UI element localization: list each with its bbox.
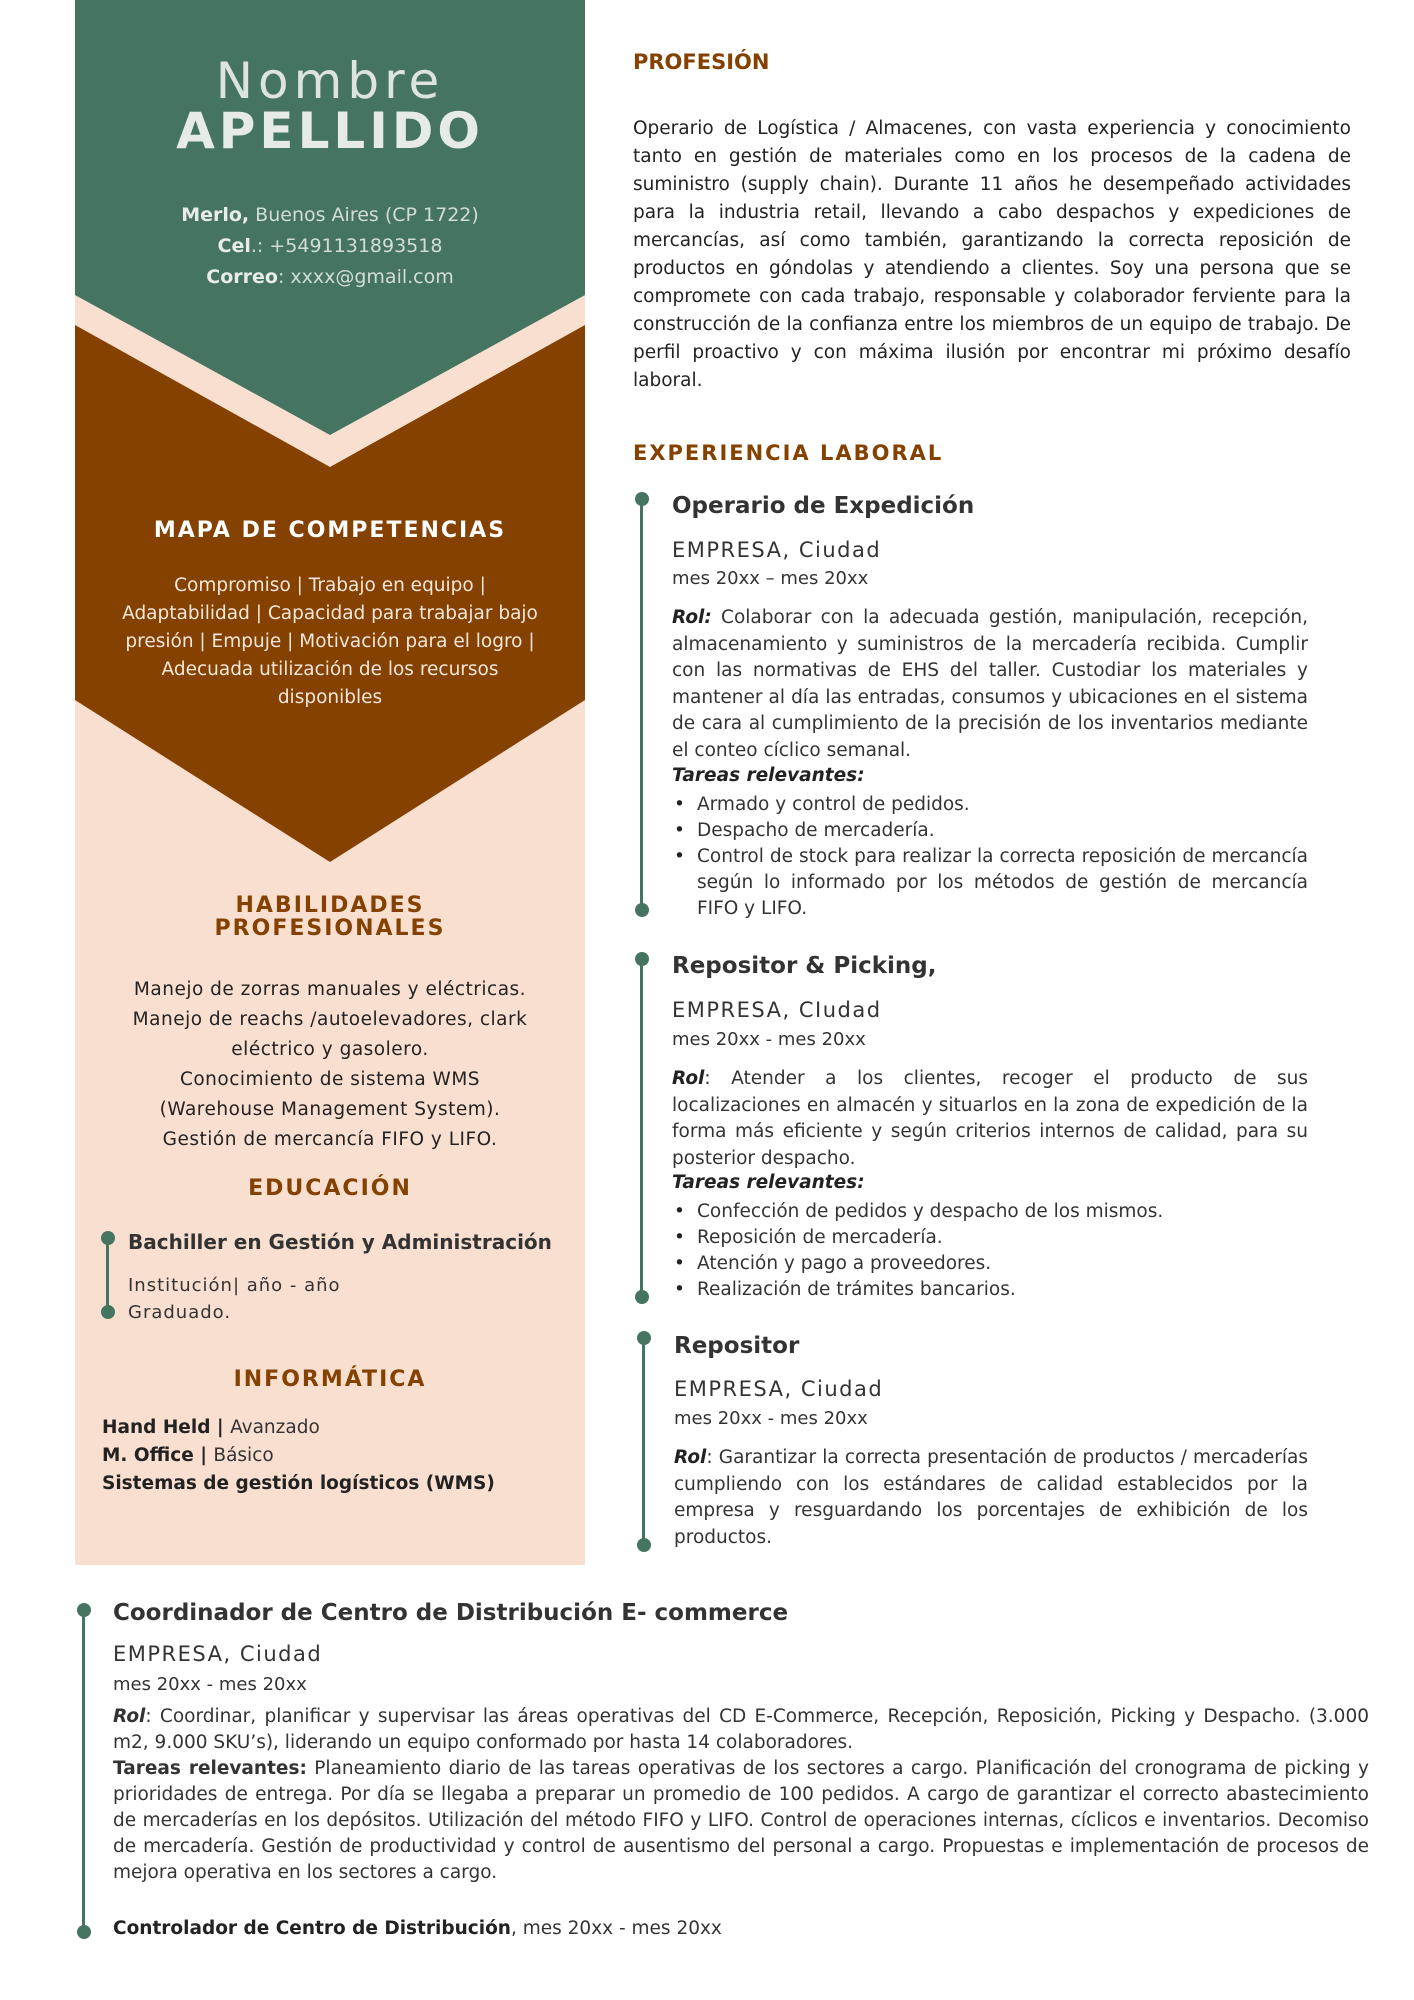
- timeline-dot: [635, 952, 649, 966]
- timeline-dot: [77, 1925, 91, 1939]
- tasks-label: Tareas relevantes:: [672, 1172, 865, 1193]
- timeline-line: [640, 960, 643, 1296]
- educacion-title: EDUCACIÓN: [248, 1176, 412, 1201]
- list-item: • Armado y control de pedidos.: [672, 792, 1308, 818]
- timeline-dot: [637, 1538, 651, 1552]
- profesion-text: Operario de Logística / Almacenes, con vasta experiencia y conocimiento tanto en gestión de materiales como en los procesos de la cadena de suministro (supply chain). Durante 11 años he desempeñado actividades para la industria retail, llevando a cabo despachos y expediciones de mercancías, así como también, garantizando la correcta reposición de productos en góndolas y atendiendo a clientes. Soy una persona que se compromete con cada trabajo, responsable y colaborador ferviente para la construcción de la confianza entre los miembros de un equipo de trabajo. De perfil proactivo y con máxima ilusión por encontrar mi próximo desafío laboral.: [633, 118, 1351, 391]
- job-role: [113, 1704, 1369, 1756]
- skill-line: Conocimiento de sistema WMS: [179, 1069, 481, 1090]
- it-item: [102, 1442, 495, 1470]
- timeline-dot: [635, 492, 649, 506]
- it-item-name: M. Office |: [102, 1445, 214, 1466]
- habilidades-title: [75, 893, 585, 941]
- tasks-label: Tareas relevantes:: [672, 765, 865, 786]
- job-dates: , mes 20xx - mes 20xx: [510, 1918, 722, 1939]
- job-dates: mes 20xx – mes 20xx: [672, 568, 869, 589]
- role-text: : Garantizar la correcta presentación de productos / mercaderías cumpliendo con los estándares de calidad establecidos por la empresa y resguardando los porcentajes de exhibición de los productos.: [674, 1447, 1308, 1548]
- job-title: Controlador de Centro de Distribución: [113, 1918, 511, 1939]
- habilidades-title-line1: HABILIDADES: [235, 893, 425, 918]
- list-item: • Atención y pago a proveedores.: [672, 1251, 1308, 1277]
- phone-label: Cel: [217, 235, 251, 257]
- it-item-name: Sistemas de gestión logísticos (WMS): [102, 1473, 495, 1494]
- it-item: [102, 1470, 495, 1498]
- timeline-dot: [635, 1290, 649, 1304]
- timeline-line: [82, 1610, 85, 1930]
- it-item-level: Básico: [213, 1445, 274, 1466]
- job-dates: mes 20xx - mes 20xx: [674, 1408, 868, 1429]
- skill-line: eléctrico y gasolero.: [231, 1039, 429, 1060]
- it-item-name: Hand Held |: [102, 1417, 231, 1438]
- job-dates: mes 20xx - mes 20xx: [672, 1029, 866, 1050]
- list-item: • Despacho de mercadería.: [672, 818, 1308, 844]
- informatica-title: INFORMÁTICA: [233, 1367, 427, 1392]
- job-title: Coordinador de Centro de Distribución E- commerce: [113, 1600, 789, 1626]
- job-company: EMPRESA, Ciudad: [672, 538, 882, 562]
- habilidades-list: [95, 975, 565, 1155]
- education-institution: Institución| año - año: [128, 1275, 341, 1296]
- phone-line: [75, 231, 585, 262]
- experiencia-title: EXPERIENCIA LABORAL: [633, 441, 944, 465]
- job-company: EMPRESA, Ciudad: [113, 1642, 323, 1666]
- habilidades-title-line2: PROFESIONALES: [214, 916, 446, 941]
- education-meta: [128, 1272, 341, 1326]
- job-title: Repositor & Picking,: [672, 953, 937, 979]
- email-line: [75, 262, 585, 293]
- phone-value: .: +5491131893518: [250, 235, 443, 257]
- skill-line: Manejo de zorras manuales y eléctricas.: [133, 979, 527, 1000]
- competencias-text: Compromiso | Trabajo en equipo | Adaptabilidad | Capacidad para trabajar bajo presión | Empuje | Motivación para el logro | Adecuada utilización de los recursos disponibles: [122, 575, 538, 708]
- skill-line: Manejo de reachs /autoelevadores, clark: [132, 1009, 528, 1030]
- timeline-dot: [637, 1331, 651, 1345]
- profesion-title: PROFESIÓN: [633, 50, 770, 74]
- job-tasks: [113, 1756, 1369, 1886]
- job-title: Operario de Expedición: [672, 493, 975, 519]
- first-name: Nombre: [215, 52, 445, 110]
- job-role: [672, 1066, 1308, 1172]
- list-item: • Realización de trámites bancarios.: [672, 1277, 1308, 1303]
- role-label: Rol: [672, 1068, 705, 1089]
- it-item: [102, 1414, 495, 1442]
- tasks-label: Tareas relevantes:: [113, 1758, 307, 1779]
- contact-block: [75, 200, 585, 293]
- list-item: • Control de stock para realizar la correcta reposición de mercancía según lo informado por los métodos de gestión de mercancía FIFO y LIFO.: [672, 844, 1308, 922]
- education-degree: Bachiller en Gestión y Administración: [128, 1230, 552, 1254]
- list-item: • Confección de pedidos y despacho de los mismos.: [672, 1199, 1308, 1225]
- it-item-level: Avanzado: [230, 1417, 320, 1438]
- job-role: [672, 605, 1308, 764]
- task-list: [672, 1199, 1308, 1303]
- job-title: Repositor: [674, 1333, 800, 1359]
- job-company: EMPRESA, Ciudad: [674, 1377, 884, 1401]
- tasks-text: Planeamiento diario de las tareas operativas de los sectores a cargo. Planificación del cronograma de picking y prioridades de entrega. Por día se llegaba a preparar un promedio de 100 pedidos. A cargo de garantizar el correcto abastecimiento de mercaderías en los depósitos. Utilización del método FIFO y LIFO. Control de operaciones internas, cíclicos e inventarios. Decomiso de mercadería. Gestión de productividad y control de ausentismo del personal a cargo. Propuestas e implementación de procesos de mejora operativa en los sectores a cargo.: [113, 1758, 1370, 1883]
- city-label: Merlo,: [181, 204, 250, 226]
- job-dates: mes 20xx - mes 20xx: [113, 1674, 307, 1695]
- informatica-list: [102, 1414, 495, 1498]
- email-label: Correo: [206, 266, 278, 288]
- timeline-line: [640, 500, 643, 908]
- education-timeline-line: [106, 1238, 109, 1312]
- skill-line: (Warehouse Management System).: [159, 1099, 501, 1120]
- education-status: Graduado.: [128, 1302, 232, 1323]
- timeline-line: [642, 1338, 645, 1544]
- timeline-dot: [77, 1603, 91, 1617]
- job-role: [674, 1445, 1308, 1551]
- role-text: Colaborar con la adecuada gestión, manipulación, recepción, almacenamiento y suministros de la mercadería recibida. Cumplir con las normativas de EHS del taller. Custodiar los materiales y mantener al día las entradas, consumos y ubicaciones en el sistema de cara al cumplimiento de la precisión de los inventarios mediante el conteo cíclico semanal.: [672, 607, 1308, 761]
- competencias-title: MAPA DE COMPETENCIAS: [153, 518, 507, 543]
- last-job-line: [113, 1918, 722, 1939]
- address-line: [75, 200, 585, 231]
- last-name: APELLIDO: [176, 102, 484, 160]
- timeline-dot: [101, 1305, 115, 1319]
- role-label: Rol: [674, 1447, 707, 1468]
- timeline-dot: [101, 1231, 115, 1245]
- address-text: Buenos Aires (CP 1722): [249, 204, 479, 226]
- role-label: Rol:: [672, 607, 712, 628]
- list-item: • Reposición de mercadería.: [672, 1225, 1308, 1251]
- role-text: : Coordinar, planificar y supervisar las áreas operativas del CD E-Commerce, Recepción, Reposición, Picking y Despacho. (3.000 m2, 9.000 SKU’s), liderando un equipo conformado por hasta 14 colaboradores.: [113, 1706, 1369, 1753]
- skill-line: Gestión de mercancía FIFO y LIFO.: [162, 1129, 498, 1150]
- timeline-dot: [635, 903, 649, 917]
- job-company: EMPRESA, CIudad: [672, 998, 882, 1022]
- task-list: [672, 792, 1308, 922]
- role-label: Rol: [113, 1706, 146, 1727]
- role-text: : Atender a los clientes, recoger el producto de sus localizaciones en almacén y situarlos en la zona de expedición de la forma más eficiente y según criterios internos de calidad, para su posterior despacho.: [672, 1068, 1308, 1169]
- email-value: : xxxx@gmail.com: [277, 266, 454, 288]
